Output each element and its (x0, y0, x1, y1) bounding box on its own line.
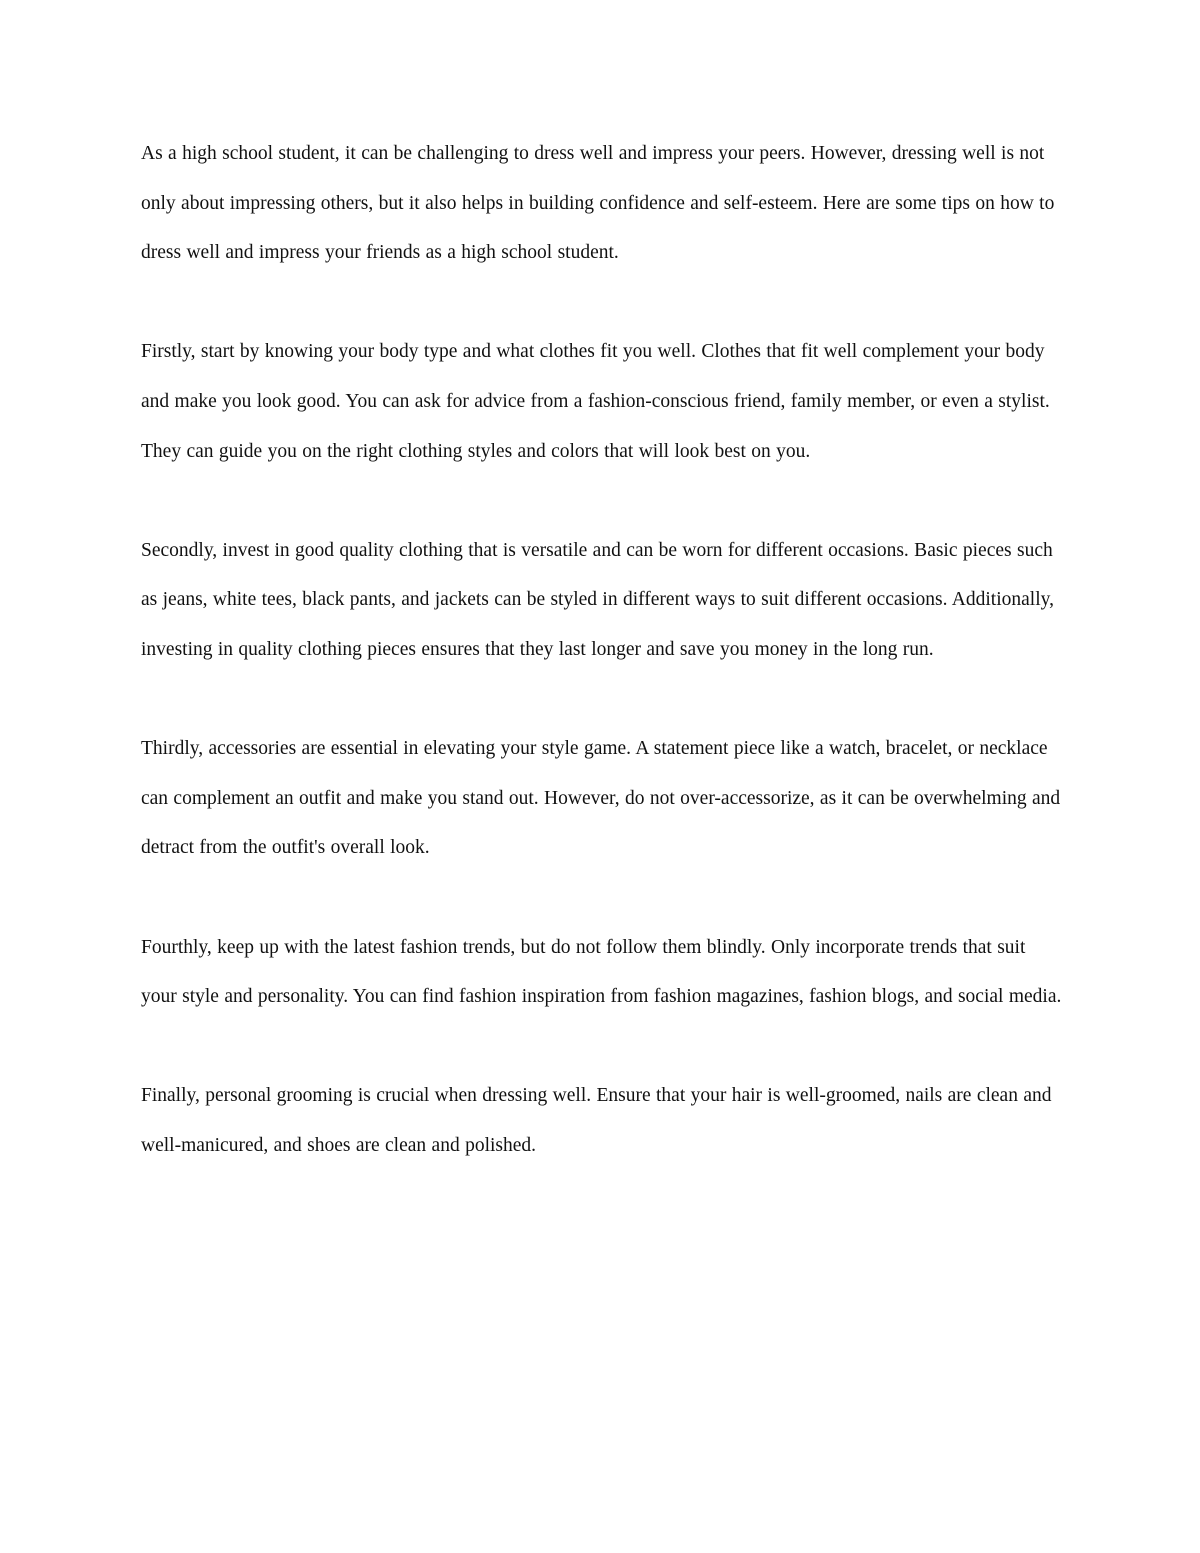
paragraph-accessories: Thirdly, accessories are essential in elevating your style game. A statement piece like a watch, bracelet, or necklace can complement an outfit and make you stand out. However, do not over-accessorize, as it can be overwhelming and detract from the outfit's overall look. (141, 738, 1061, 859)
paragraph-body-type: Firstly, start by knowing your body type and what clothes fit you well. Clothes that fit well complement your body and make you look good. You can ask for advice from a fashion-conscious friend, family member, or even a stylist. They can guide you on the right clothing styles and colors that will look best on you. (141, 341, 1050, 462)
document-body (141, 129, 1066, 1220)
paragraph-intro: As a high school student, it can be challenging to dress well and impress your peers. However, dressing well is not only about impressing others, but it also helps in building confidence and self-esteem. Here are some tips on how to dress well and impress your friends as a high school student. (141, 143, 1055, 264)
paragraph-fashion-trends: Fourthly, keep up with the latest fashion trends, but do not follow them blindly. Only incorporate trends that suit your style and personality. You can find fashion inspiration from fashion magazines, fashion blogs, and social media. (141, 936, 1062, 1008)
paragraph-grooming: Finally, personal grooming is crucial when dressing well. Ensure that your hair is well-groomed, nails are clean and well-manicured, and shoes are clean and polished. (141, 1085, 1052, 1156)
paragraph-quality-clothing: Secondly, invest in good quality clothing that is versatile and can be worn for different occasions. Basic pieces such as jeans, white tees, black pants, and jackets can be styled in different ways to suit different occasions. Additionally, investing in quality clothing pieces ensures that they last longer and save you money in the long run. (141, 539, 1054, 660)
